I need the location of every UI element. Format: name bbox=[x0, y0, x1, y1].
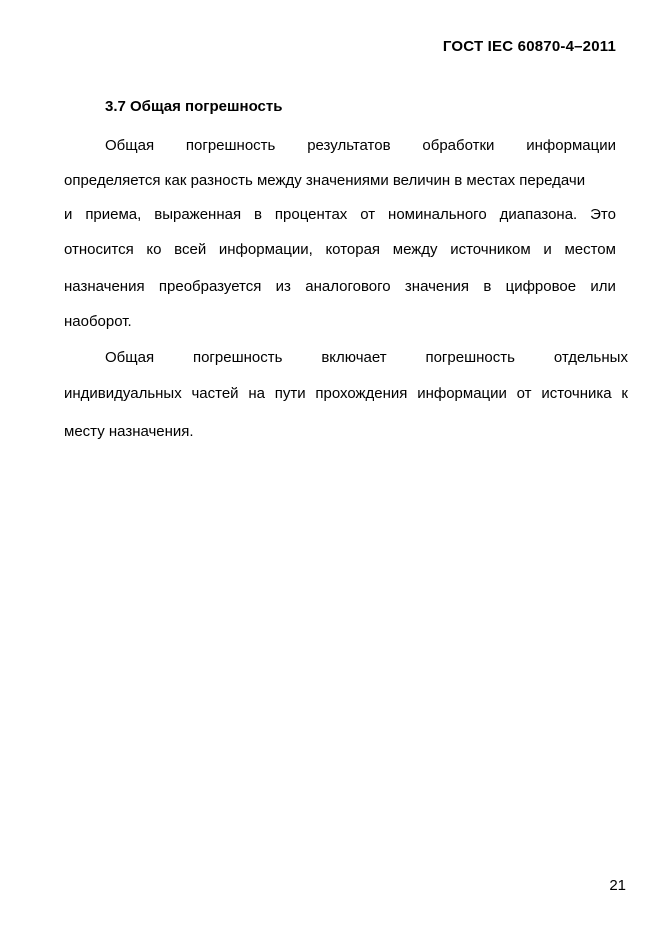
word: значения bbox=[404, 278, 470, 295]
word: частей bbox=[191, 385, 239, 402]
word: погрешность bbox=[185, 137, 276, 154]
word: всей bbox=[174, 241, 207, 258]
word: пути bbox=[274, 385, 306, 402]
word: информации bbox=[526, 137, 616, 154]
word: цифровое bbox=[505, 278, 577, 295]
paragraph-1-line-6: наоборот. bbox=[64, 313, 132, 330]
word: от bbox=[516, 385, 532, 402]
word: преобразуется bbox=[158, 278, 262, 295]
paragraph-1-line-1 bbox=[105, 137, 616, 155]
word: прохождения bbox=[315, 385, 408, 402]
paragraph-1-line-2: определяется как разность между значениями величин в местах передачи bbox=[64, 172, 586, 189]
paragraph-2-line-3: месту назначения. bbox=[64, 423, 194, 440]
word: относится bbox=[64, 241, 134, 258]
word: информации bbox=[417, 385, 507, 402]
paragraph-2-line-2 bbox=[64, 385, 628, 403]
word: включает bbox=[321, 349, 387, 366]
word: или bbox=[590, 278, 616, 295]
document-header: ГОСТ IEC 60870-4–2011 bbox=[442, 38, 616, 55]
word: в bbox=[254, 206, 262, 223]
word: погрешность bbox=[192, 349, 283, 366]
page-number: 21 bbox=[609, 877, 626, 894]
word: которая bbox=[325, 241, 381, 258]
word: к bbox=[621, 385, 628, 402]
word: Это bbox=[590, 206, 616, 223]
word: отдельных bbox=[553, 349, 628, 366]
word: обработки bbox=[422, 137, 495, 154]
word: аналогового bbox=[305, 278, 391, 295]
word: источника bbox=[541, 385, 612, 402]
word: на bbox=[248, 385, 265, 402]
word: номинального bbox=[388, 206, 487, 223]
word: процентах bbox=[274, 206, 348, 223]
paragraph-1-line-5 bbox=[64, 278, 616, 296]
word: источником bbox=[450, 241, 531, 258]
word: погрешность bbox=[425, 349, 515, 366]
word: и bbox=[543, 241, 552, 258]
paragraph-2-line-1 bbox=[105, 349, 628, 367]
word: выраженная bbox=[154, 206, 242, 223]
word: и bbox=[64, 206, 73, 223]
word: диапазона. bbox=[499, 206, 578, 223]
paragraph-1-line-4 bbox=[64, 241, 616, 259]
word: Общая bbox=[105, 137, 155, 154]
word: назначения bbox=[64, 278, 145, 295]
word: результатов bbox=[307, 137, 391, 154]
word: ко bbox=[146, 241, 162, 258]
word: в bbox=[483, 278, 492, 295]
word: информации, bbox=[218, 241, 313, 258]
paragraph-1-line-3 bbox=[64, 206, 616, 224]
word: приема, bbox=[85, 206, 142, 223]
word: местом bbox=[564, 241, 616, 258]
section-title: 3.7 Общая погрешность bbox=[105, 98, 283, 115]
word: от bbox=[360, 206, 376, 223]
word: между bbox=[392, 241, 438, 258]
word: индивидуальных bbox=[64, 385, 182, 402]
word: из bbox=[275, 278, 291, 295]
word: Общая bbox=[105, 349, 155, 366]
